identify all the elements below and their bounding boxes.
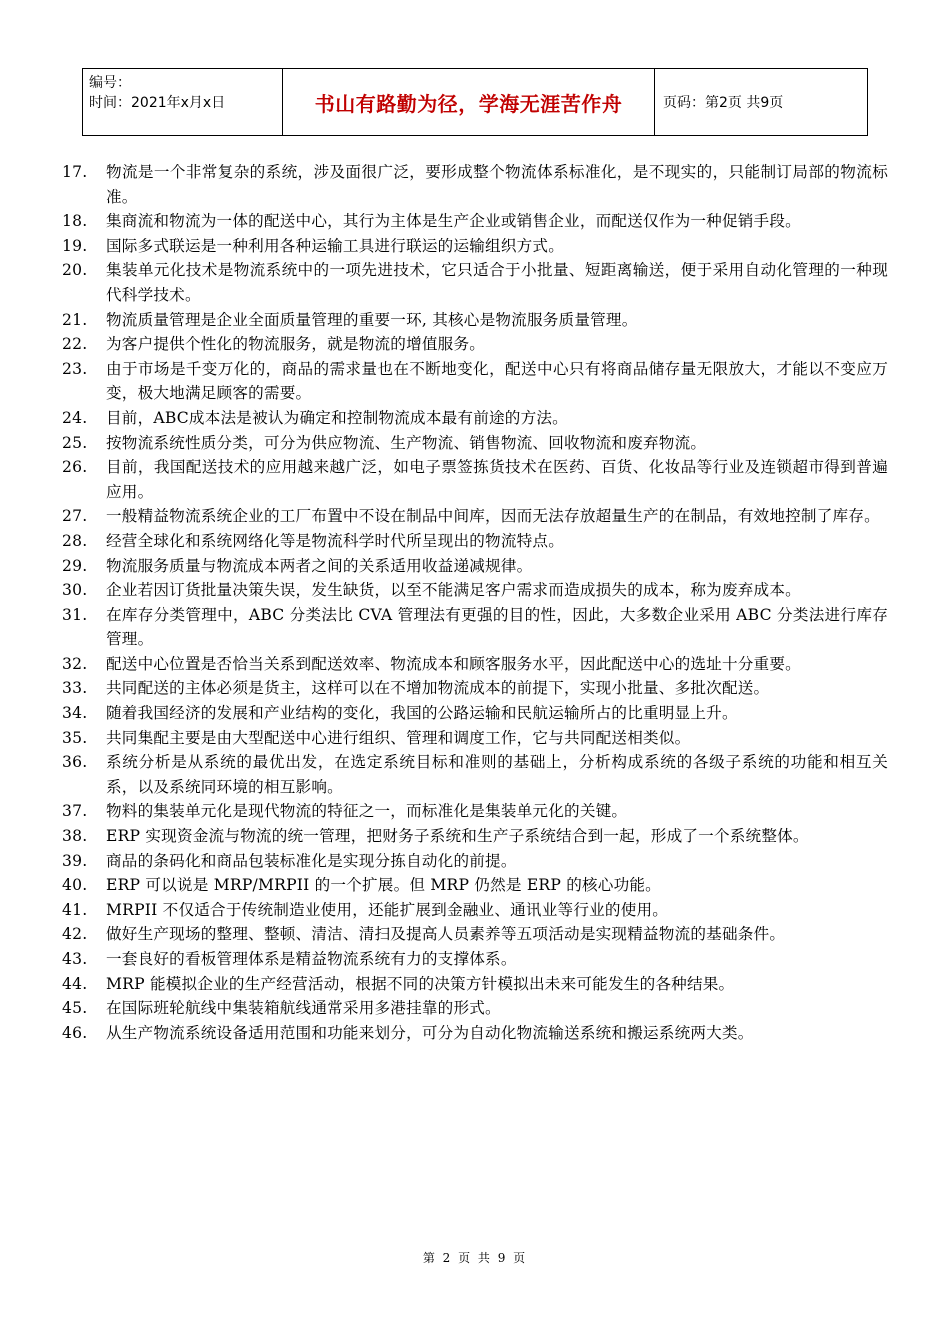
item-number: 24. <box>62 408 88 427</box>
item-text: 系统分析是从系统的最优出发，在选定系统目标和准则的基础上，分析构成系统的各级子系统的功能和相互关系，以及系统同环境的相互影响。 <box>106 753 888 796</box>
list-item <box>62 701 888 726</box>
item-text: 国际多式联运是一种利用各种运输工具进行联运的运输组织方式。 <box>106 236 565 255</box>
item-number: 26. <box>62 458 88 477</box>
list-item <box>62 652 888 677</box>
item-text: 物流质量管理是企业全面质量管理的重要一环, 其核心是物流服务质量管理。 <box>106 310 638 329</box>
item-text: MRPII 不仅适合于传统制造业使用，还能扩展到金融业、通讯业等行业的使用。 <box>106 900 669 919</box>
item-number: 42. <box>62 925 88 944</box>
item-number: 29. <box>62 556 88 575</box>
item-number: 27. <box>62 507 88 526</box>
item-number: 17. <box>62 163 88 181</box>
item-number: 28. <box>62 531 88 550</box>
item-number: 30. <box>62 581 88 600</box>
item-number: 36. <box>62 753 88 772</box>
item-number: 40. <box>62 876 88 895</box>
list-item <box>62 849 888 874</box>
item-text: 经营全球化和系统网络化等是物流科学时代所呈现出的物流特点。 <box>106 531 565 550</box>
item-text: 共同集配主要是由大型配送中心进行组织、管理和调度工作，它与共同配送相类似。 <box>106 728 691 747</box>
list-item <box>62 357 888 406</box>
item-number: 35. <box>62 728 88 747</box>
item-text: MRP 能模拟企业的生产经营活动，根据不同的决策方针模拟出未来可能发生的各种结果。 <box>106 974 735 993</box>
item-number: 43. <box>62 950 88 968</box>
list-item <box>62 406 888 431</box>
list-item <box>62 209 888 234</box>
list-item <box>62 726 888 751</box>
item-number: 23. <box>62 359 88 378</box>
item-text: 随着我国经济的发展和产业结构的变化，我国的公路运输和民航运输所占的比重明显上升。 <box>106 704 738 723</box>
list-item <box>62 529 888 554</box>
page-footer: 第 2 页 共 9 页 <box>422 1251 528 1265</box>
item-text: 企业若因订货批量决策失误，发生缺货，以至不能满足客户需求而造成损失的成本，称为废弃成本。 <box>106 581 801 600</box>
list-item <box>62 750 888 799</box>
list-item <box>62 972 888 997</box>
document-number-label: 编号： <box>89 75 131 91</box>
item-text: 按物流系统性质分类，可分为供应物流、生产物流、销售物流、回收物流和废弃物流。 <box>106 433 707 452</box>
item-number: 22. <box>62 335 88 354</box>
list-item <box>62 1021 888 1046</box>
item-number: 21. <box>62 310 88 329</box>
item-text: 集商流和物流为一体的配送中心，其行为主体是生产企业或销售企业，而配送仅作为一种促销手段。 <box>106 212 801 231</box>
header-info <box>83 69 283 135</box>
item-text: 配送中心位置是否恰当关系到配送效率、物流成本和顾客服务水平，因此配送中心的选址十分重要。 <box>106 654 801 673</box>
item-number: 33. <box>62 679 88 698</box>
list-item <box>62 603 888 652</box>
list-item <box>62 308 888 333</box>
list-item <box>62 676 888 701</box>
item-number: 32. <box>62 654 88 673</box>
document-date-label: 时间：2021年x月x日 <box>89 95 226 111</box>
item-number: 39. <box>62 851 88 870</box>
item-number: 46. <box>62 1023 88 1042</box>
item-number: 45. <box>62 999 88 1018</box>
item-text: 由于市场是千变万化的，商品的需求量也在不断地变化，配送中心只有将商品储存量无限放大，才能以不变应万变，极大地满足顾客的需要。 <box>106 359 888 403</box>
list-item <box>62 824 888 849</box>
item-text: ERP 实现资金流与物流的统一管理，把财务子系统和生产子系统结合到一起，形成了一个系统整体。 <box>106 827 809 846</box>
list-item <box>62 996 888 1021</box>
item-text: 在库存分类管理中，ABC 分类法比 CVA 管理法有更强的目的性，因此，大多数企业采用 ABC 分类法进行库存管理。 <box>106 605 888 649</box>
item-number: 20. <box>62 261 88 280</box>
item-text: 一套良好的看板管理体系是精益物流系统有力的支撑体系。 <box>106 950 517 968</box>
page-header <box>82 68 868 136</box>
list-item <box>62 578 888 603</box>
item-text: 做好生产现场的整理、整顿、清洁、清扫及提高人员素养等五项活动是实现精益物流的基础条件。 <box>106 925 786 944</box>
item-text: 物流是一个非常复杂的系统，涉及面很广泛，要形成整个物流体系标准化，是不现实的，只能制订局部的物流标准。 <box>106 163 888 206</box>
item-text: 共同配送的主体必须是货主，这样可以在不增加物流成本的前提下，实现小批量、多批次配送。 <box>106 679 770 698</box>
item-number: 34. <box>62 704 88 723</box>
item-number: 38. <box>62 827 88 846</box>
list-item <box>62 922 888 947</box>
item-number: 19. <box>62 236 88 255</box>
item-number: 44. <box>62 974 88 993</box>
item-text: 集装单元化技术是物流系统中的一项先进技术，它只适合于小批量、短距离输送，便于采用自动化管理的一种现代科学技术。 <box>106 261 888 304</box>
item-text: 商品的条码化和商品包装标准化是实现分拣自动化的前提。 <box>106 851 517 870</box>
list-item <box>62 332 888 357</box>
item-number: 37. <box>62 802 88 821</box>
list-item <box>62 258 888 307</box>
list-item <box>62 799 888 824</box>
header-page-code: 页码：第2页 共9页 <box>663 95 784 111</box>
item-text: 一般精益物流系统企业的工厂布置中不设在制品中间库，因而无法存放超量生产的在制品，有效地控制了库存。 <box>106 507 880 526</box>
item-number: 25. <box>62 433 88 452</box>
item-text: 在国际班轮航线中集装箱航线通常采用多港挂靠的形式。 <box>106 999 501 1018</box>
item-text: 物流服务质量与物流成本两者之间的关系适用收益递减规律。 <box>106 556 533 575</box>
list-item <box>62 504 888 529</box>
item-text: ERP 可以说是 MRP/MRPII 的一个扩展。但 MRP 仍然是 ERP 的核心功能。 <box>106 876 661 895</box>
list-item <box>62 455 888 504</box>
header-motto: 书山有路勤为径，学海无涯苦作舟 <box>283 69 655 135</box>
item-text: 目前，我国配送技术的应用越来越广泛，如电子票签拣货技术在医药、百货、化妆品等行业及连锁超市得到普遍应用。 <box>106 458 888 501</box>
item-text: 从生产物流系统设备适用范围和功能来划分，可分为自动化物流输送系统和搬运系统两大类。 <box>106 1023 754 1042</box>
list-item <box>62 947 888 972</box>
list-item <box>62 898 888 923</box>
item-number: 18. <box>62 212 88 231</box>
item-number: 41. <box>62 900 88 919</box>
list-item <box>62 873 888 898</box>
list-item <box>62 234 888 259</box>
item-text: 为客户提供个性化的物流服务，就是物流的增值服务。 <box>106 335 486 354</box>
list-item <box>62 554 888 579</box>
question-list <box>62 160 888 1045</box>
list-item <box>62 431 888 456</box>
item-text: 物料的集装单元化是现代物流的特征之一，而标准化是集装单元化的关键。 <box>106 802 628 821</box>
list-item <box>62 160 888 209</box>
item-number: 31. <box>62 605 88 624</box>
item-text: 目前，ABC成本法是被认为确定和控制物流成本最有前途的方法。 <box>106 408 568 427</box>
